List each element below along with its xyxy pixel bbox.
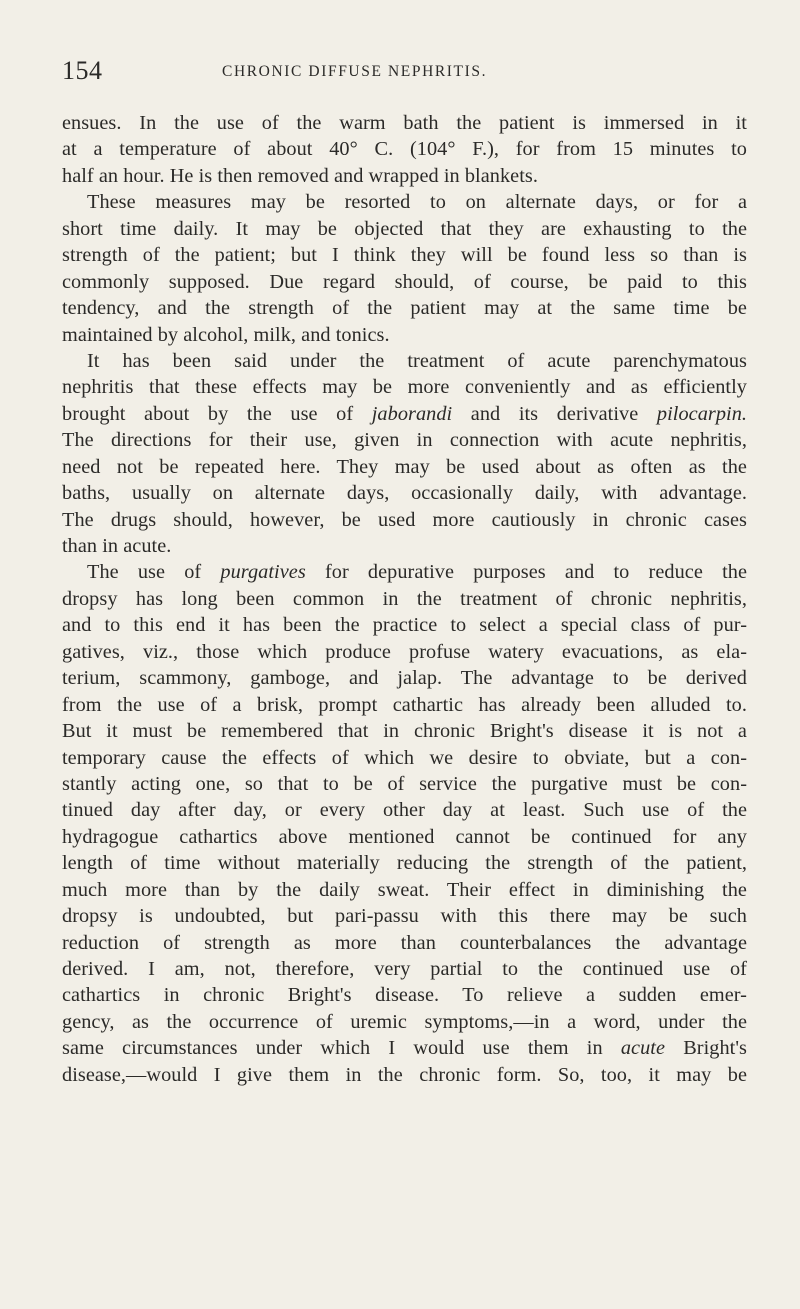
text-line (62, 401, 747, 427)
text-line (62, 533, 747, 559)
text-run: commonly supposed. Due regard should, of course, be paid to this (62, 270, 747, 293)
running-head (62, 56, 747, 86)
text-run: maintained by alcohol, milk, and tonics. (62, 323, 390, 346)
text-run: These measures may be resorted to on alternate days, or for a (87, 191, 747, 214)
text-line (62, 269, 747, 295)
text-run: baths, usually on alternate days, occasionally daily, with advantage. (62, 482, 747, 505)
text-line (62, 718, 747, 744)
italic-term: pilocarpin. (656, 402, 748, 425)
text-run: same circumstances under which I would use them in (62, 1037, 621, 1060)
text-line (62, 163, 747, 189)
text-run: ensues. In the use of the warm bath the patient is immersed in it (62, 112, 747, 134)
text-line (62, 692, 747, 718)
text-run: The directions for their use, given in connection with acute nephritis, (62, 429, 747, 452)
text-line (62, 374, 747, 400)
text-run: reduction of strength as more than counterbalances the advantage (62, 931, 747, 954)
text-line (62, 322, 747, 348)
text-run: for depurative purposes and to reduce the (305, 561, 747, 584)
text-run: terium, scammony, gamboge, and jalap. The advantage to be derived (62, 667, 747, 690)
text-run: brought about by the use of (62, 402, 372, 425)
text-run: than in acute. (62, 535, 172, 557)
text-run: length of time without materially reducing the strength of the patient, (62, 852, 747, 875)
text-run: short time daily. It may be objected that they are exhausting to the (62, 217, 747, 240)
text-run: The use of (87, 561, 221, 584)
text-line (62, 480, 747, 506)
text-run: hydragogue cathartics above mentioned cannot be continued for any (62, 825, 747, 848)
text-line (62, 639, 747, 665)
text-line (62, 745, 747, 771)
text-line (62, 877, 747, 903)
text-line (62, 507, 747, 533)
text-line (62, 189, 747, 215)
text-run: gency, as the occurrence of uremic symptoms,—in a word, under the (62, 1010, 747, 1033)
text-run: stantly acting one, so that to be of service the purgative must be con- (62, 772, 747, 795)
text-run: temporary cause the effects of which we desire to obviate, but a con- (62, 746, 747, 769)
text-run: from the use of a brisk, prompt cathartic has already been alluded to. (62, 693, 747, 716)
text-run: and to this end it has been the practice to select a special class of pur- (62, 614, 747, 637)
text-line (62, 850, 747, 876)
text-run: nephritis that these effects may be more conveniently and as efficiently (62, 376, 747, 399)
text-line (62, 824, 747, 850)
text-run: dropsy has long been common in the treatment of chronic nephritis, (62, 587, 747, 610)
text-run: It has been said under the treatment of acute parenchymatous (87, 349, 747, 372)
text-line (62, 903, 747, 929)
text-line (62, 771, 747, 797)
text-line (62, 1035, 747, 1061)
text-line (62, 982, 747, 1008)
text-line (62, 242, 747, 268)
body-text (62, 110, 747, 1088)
text-run: strength of the patient; but I think they will be found less so than is (62, 244, 747, 267)
text-line (62, 559, 747, 585)
text-line (62, 216, 747, 242)
text-line (62, 1062, 747, 1088)
text-run: half an hour. He is then removed and wrapped in blankets. (62, 164, 538, 187)
text-run: and its derivative (452, 402, 657, 425)
text-run: gatives, viz., those which produce profuse watery evacuations, as ela- (62, 640, 747, 663)
text-run: at a temperature of about 40° C. (104° F.), for from 15 minutes to (62, 138, 747, 161)
text-line (62, 110, 747, 136)
text-line (62, 665, 747, 691)
italic-term: purgatives (220, 561, 306, 584)
text-line (62, 136, 747, 162)
text-run: much more than by the daily sweat. Their effect in diminishing the (62, 878, 747, 901)
text-line (62, 1009, 747, 1035)
text-run: tendency, and the strength of the patient may at the same time be (62, 297, 747, 320)
text-line (62, 612, 747, 638)
text-run: The drugs should, however, be used more cautiously in chronic cases (62, 508, 747, 531)
text-line (62, 454, 747, 480)
italic-term: acute (620, 1037, 666, 1060)
page-number: 154 (62, 56, 103, 85)
text-line (62, 956, 747, 982)
text-run: tinued day after day, or every other day at least. Such use of the (62, 799, 747, 822)
text-line (62, 586, 747, 612)
text-line (62, 348, 747, 374)
text-run: Bright's (665, 1037, 747, 1060)
text-run: derived. I am, not, therefore, very partial to the continued use of (62, 958, 747, 980)
text-run: dropsy is undoubted, but pari-passu with this there may be such (62, 905, 747, 928)
text-run: need not be repeated here. They may be used about as often as the (62, 455, 747, 478)
text-run: But it must be remembered that in chronic Bright's disease it is not a (62, 720, 747, 743)
text-run: cathartics in chronic Bright's disease. To relieve a sudden emer- (62, 984, 747, 1007)
italic-term: jaborandi (371, 402, 453, 425)
text-line (62, 295, 747, 321)
text-line (62, 930, 747, 956)
text-line (62, 797, 747, 823)
text-line (62, 427, 747, 453)
text-run: disease,—would I give them in the chronic form. So, too, it may be (62, 1063, 747, 1086)
running-title: CHRONIC DIFFUSE NEPHRITIS. (222, 63, 488, 80)
